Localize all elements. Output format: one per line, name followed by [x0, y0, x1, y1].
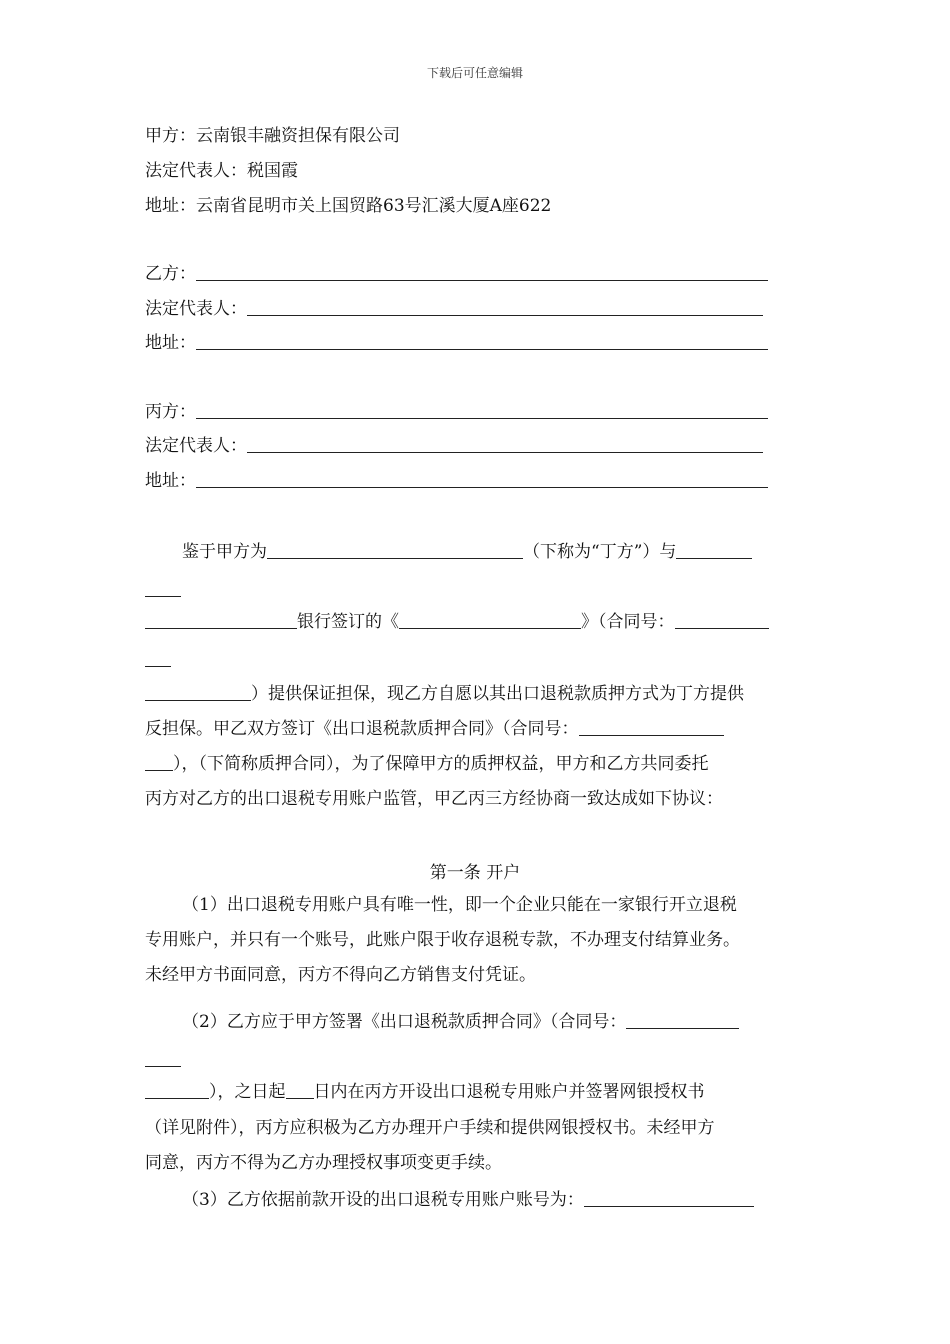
party-c-addr-label: 地址： — [145, 471, 196, 491]
party-b-rep-row — [145, 297, 763, 321]
party-b-name-field[interactable] — [196, 264, 768, 281]
clause-text: （2）乙方应于甲方签署《出口退税款质押合同》（合同号： — [182, 1012, 627, 1032]
account-number-field[interactable] — [584, 1190, 754, 1207]
wrap-underline — [145, 596, 181, 597]
preamble-line-3 — [145, 682, 744, 706]
party-b-name-row — [145, 262, 768, 286]
clause-text: ），之日起 — [209, 1082, 286, 1102]
preamble-text: 反担保。甲乙双方签订《出口退税款质押合同》（合同号： — [145, 719, 579, 739]
clause-1-line-3: 未经甲方书面同意，丙方不得向乙方销售支付凭证。 — [145, 965, 536, 985]
party-c-name-label: 丙方： — [145, 402, 196, 422]
party-c-rep-row — [145, 434, 763, 458]
preamble-line-5 — [145, 752, 709, 776]
preamble-text: ）提供保证担保，现乙方自愿以其出口退税款质押方式为丁方提供 — [251, 684, 744, 704]
preamble-line-4 — [145, 717, 724, 741]
party-c-addr-field[interactable] — [196, 471, 768, 488]
clause-2-line-2 — [145, 1080, 705, 1104]
contract-name-field[interactable] — [399, 612, 581, 629]
preamble-text: 》（合同号： — [581, 612, 675, 632]
article-1-title: 第一条 开户 — [429, 863, 521, 883]
wrap-underline — [145, 666, 171, 667]
party-a-name: 甲方：云南银丰融资担保有限公司 — [145, 126, 400, 146]
party-a-rep: 法定代表人：税国霞 — [145, 161, 298, 181]
party-b-addr-label: 地址： — [145, 333, 196, 353]
party-c-rep-label: 法定代表人： — [145, 436, 247, 456]
guarantor-field[interactable] — [267, 542, 523, 559]
party-b-rep-field[interactable] — [247, 299, 763, 316]
clause-2-contract-number-cont-field[interactable] — [145, 1082, 209, 1099]
party-c-name-row — [145, 400, 768, 424]
clause-2-line-4: 同意，丙方不得为乙方办理授权事项变更手续。 — [145, 1153, 502, 1173]
preamble-line-2 — [145, 610, 769, 634]
contract-number-field[interactable] — [675, 612, 769, 629]
header-note: 下载后可任意编辑 — [426, 66, 523, 80]
clause-3-line-1 — [182, 1188, 754, 1212]
preamble-line-1 — [182, 540, 752, 564]
preamble-text: ），（下简称质押合同），为了保障甲方的质押权益，甲方和乙方共同委托 — [173, 754, 709, 774]
preamble-text: （下称为“丁方”）与 — [523, 542, 677, 562]
party-b-name-label: 乙方： — [145, 264, 196, 284]
party-c-name-field[interactable] — [196, 402, 768, 419]
clause-text: 日内在丙方开设出口退税专用账户并签署网银授权书 — [313, 1082, 705, 1102]
party-b-addr-field[interactable] — [196, 333, 768, 350]
pledge-contract-number-cont-field[interactable] — [145, 754, 173, 771]
clause-2-line-3: （详见附件），丙方应积极为乙方办理开户手续和提供网银授权书。未经甲方 — [145, 1118, 715, 1138]
party-b-rep-label: 法定代表人： — [145, 299, 247, 319]
pledge-contract-number-field[interactable] — [579, 719, 724, 736]
days-field[interactable] — [286, 1082, 314, 1099]
party-c-rep-field[interactable] — [247, 436, 763, 453]
party-b-addr-row — [145, 331, 768, 355]
clause-1-line-1: （1）出口退税专用账户具有唯一性，即一个企业只能在一家银行开立退税 — [182, 895, 737, 915]
party-d-bank-field[interactable] — [676, 542, 752, 559]
clause-text: （3）乙方依据前款开设的出口退税专用账户账号为： — [182, 1190, 584, 1210]
party-a-address: 地址：云南省昆明市关上国贸路63号汇溪大厦A座622 — [145, 196, 552, 216]
party-c-addr-row — [145, 469, 768, 493]
preamble-text: 鉴于甲方为 — [182, 542, 267, 562]
bank-name-field[interactable] — [145, 612, 297, 629]
clause-2-line-1 — [182, 1010, 739, 1034]
wrap-underline — [145, 1066, 181, 1067]
preamble-text: 银行签订的《 — [297, 612, 399, 632]
clause-2-contract-number-field[interactable] — [626, 1012, 739, 1029]
contract-number-cont-field[interactable] — [145, 684, 251, 701]
preamble-line-6: 丙方对乙方的出口退税专用账户监管，甲乙丙三方经协商一致达成如下协议： — [145, 789, 723, 809]
clause-1-line-2: 专用账户，并只有一个账号，此账户限于收存退税专款，不办理支付结算业务。 — [145, 930, 740, 950]
